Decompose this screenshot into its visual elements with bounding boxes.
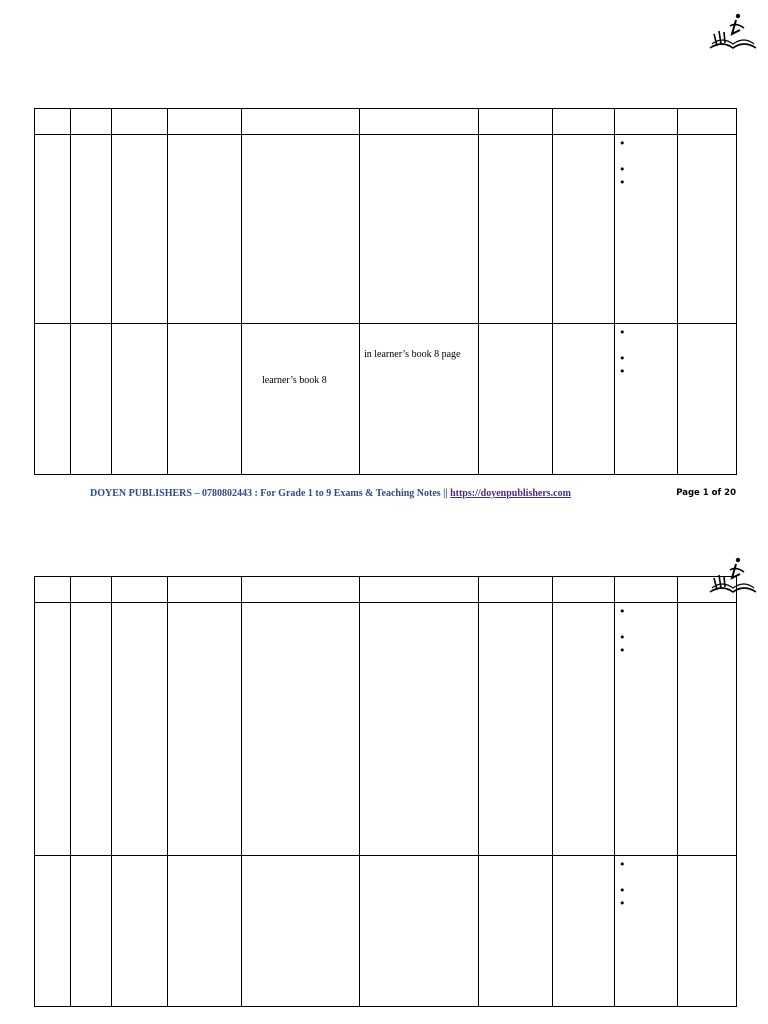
table-cell xyxy=(479,577,553,603)
open-book-reader-icon xyxy=(706,12,760,52)
bullet-point: • xyxy=(619,858,626,871)
table-cell xyxy=(168,135,242,324)
scheme-table-page-1 xyxy=(34,108,737,475)
table-cell xyxy=(242,577,360,603)
table-cell xyxy=(35,135,71,324)
table-cell xyxy=(553,856,615,1007)
bullet-point: • xyxy=(619,631,626,644)
table-cell xyxy=(168,856,242,1007)
table-row xyxy=(35,856,737,1007)
table-cell xyxy=(553,603,615,856)
table-header-row xyxy=(35,109,737,135)
table-cell xyxy=(615,135,678,324)
bullet-list xyxy=(615,603,677,656)
table-cell xyxy=(678,109,737,135)
table-cell xyxy=(71,856,112,1007)
table-cell xyxy=(71,135,112,324)
page-current: 1 xyxy=(702,488,709,498)
table-cell xyxy=(112,603,168,856)
table-cell xyxy=(479,324,553,475)
bullet-list xyxy=(615,324,677,377)
bullet-point: • xyxy=(619,365,626,378)
table-cell xyxy=(35,577,71,603)
table-cell xyxy=(678,577,737,603)
table-cell xyxy=(553,135,615,324)
table-cell xyxy=(112,577,168,603)
table-cell xyxy=(71,109,112,135)
table-cell xyxy=(479,135,553,324)
table-header-row xyxy=(35,577,737,603)
table-cell xyxy=(242,324,360,475)
table-cell xyxy=(242,135,360,324)
publisher-name: DOYEN PUBLISHERS xyxy=(90,488,192,499)
table-cell xyxy=(360,135,479,324)
table-cell xyxy=(242,109,360,135)
table-cell xyxy=(553,109,615,135)
scheme-table-page-2 xyxy=(34,576,737,1007)
bullet-list xyxy=(615,856,677,909)
publisher-logo xyxy=(706,12,760,52)
table-cell xyxy=(615,324,678,475)
learners-book-reference: learner’s book 8 xyxy=(262,375,327,386)
table-cell xyxy=(479,109,553,135)
bullet-point: • xyxy=(619,163,626,176)
table-cell xyxy=(479,603,553,856)
footer-contact-tagline: – 0780802443 : For Grade 1 to 9 Exams & Teaching Notes || xyxy=(191,488,451,499)
page-label: Page xyxy=(676,488,703,498)
table-cell xyxy=(35,109,71,135)
table-row xyxy=(35,603,737,856)
table-row xyxy=(35,324,737,475)
bullet-list xyxy=(615,135,677,188)
table-cell xyxy=(553,324,615,475)
table-cell xyxy=(112,324,168,475)
bullet-point: • xyxy=(619,176,626,189)
table-cell xyxy=(360,603,479,856)
table-cell xyxy=(615,109,678,135)
table-cell xyxy=(678,856,737,1007)
table-cell xyxy=(678,135,737,324)
table-cell xyxy=(35,324,71,475)
table-cell xyxy=(168,577,242,603)
page-footer xyxy=(90,488,736,502)
bullet-point: • xyxy=(619,644,626,657)
table-cell xyxy=(242,603,360,856)
table-cell xyxy=(360,856,479,1007)
table-cell xyxy=(553,577,615,603)
table-cell xyxy=(615,577,678,603)
table-cell xyxy=(479,856,553,1007)
table-cell xyxy=(168,324,242,475)
table-cell xyxy=(35,856,71,1007)
table-row xyxy=(35,135,737,324)
table-cell xyxy=(678,324,737,475)
table-cell xyxy=(360,109,479,135)
table-cell xyxy=(71,324,112,475)
table-cell xyxy=(112,135,168,324)
table-cell xyxy=(615,856,678,1007)
table-cell xyxy=(615,603,678,856)
table-cell xyxy=(678,603,737,856)
table-cell xyxy=(360,324,479,475)
table-cell xyxy=(71,577,112,603)
table-cell xyxy=(71,603,112,856)
learners-book-page-reference: in learner’s book 8 page xyxy=(364,349,461,360)
page-of-label: of xyxy=(708,488,725,498)
table-cell xyxy=(168,109,242,135)
bullet-point: • xyxy=(619,897,626,910)
table-cell xyxy=(35,603,71,856)
page-total: 20 xyxy=(724,488,736,498)
table-cell xyxy=(168,603,242,856)
bullet-point: • xyxy=(619,605,626,618)
table-cell xyxy=(112,856,168,1007)
bullet-point: • xyxy=(619,326,626,339)
page-number xyxy=(676,488,736,498)
table-cell xyxy=(360,577,479,603)
table-cell xyxy=(242,856,360,1007)
table-cell xyxy=(112,109,168,135)
bullet-point: • xyxy=(619,884,626,897)
publisher-website-link[interactable]: https://doyenpublishers.com xyxy=(450,488,571,499)
bullet-point: • xyxy=(619,352,626,365)
bullet-point: • xyxy=(619,137,626,150)
